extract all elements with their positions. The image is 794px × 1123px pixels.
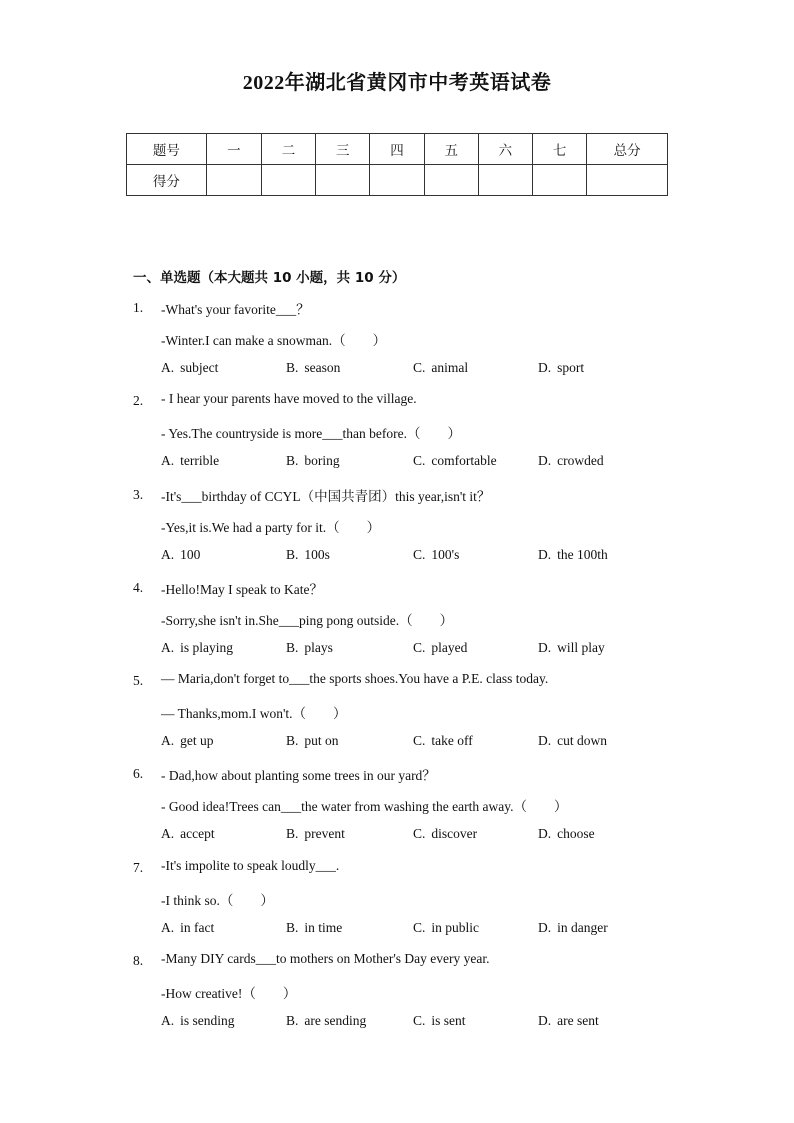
question-line: -What's your favorite___？	[161, 302, 310, 317]
option-c: C. take off	[413, 733, 473, 749]
score-cell: 题号	[127, 134, 207, 165]
score-input-cell	[316, 165, 370, 196]
option-d: D. the 100th	[538, 546, 608, 562]
score-input-cell	[533, 165, 587, 196]
score-cell: 六	[478, 134, 532, 165]
score-cell: 七	[533, 134, 587, 165]
option-b: B. in time	[286, 919, 343, 935]
score-cell: 得分	[127, 165, 207, 196]
question-item	[0, 943, 794, 1036]
question-line: -Winter.I can make a snowman.（ ）	[161, 333, 387, 348]
score-input-cell	[261, 165, 315, 196]
question-line: -It's impolite to speak loudly___.	[161, 857, 340, 873]
score-cell: 二	[261, 134, 315, 165]
option-b: B. prevent	[286, 826, 345, 842]
option-b: B. are sending	[286, 1013, 367, 1029]
question-item	[0, 570, 794, 663]
option-b: B. boring	[286, 453, 340, 469]
option-a: A. subject	[161, 360, 219, 375]
option-a: A. is sending	[161, 1013, 235, 1029]
score-cell: 五	[424, 134, 478, 165]
score-input-cell	[587, 165, 668, 196]
question-line: -How creative!（ ）	[161, 986, 297, 1002]
question-line: -Sorry,she isn't in.She___ping pong outside.（ ）	[161, 612, 454, 628]
question-number: 7.	[133, 859, 144, 875]
score-input-cell	[478, 165, 532, 196]
option-a: A. accept	[161, 826, 215, 842]
option-b: B. put on	[286, 733, 339, 749]
question-list	[0, 290, 794, 1036]
question-line: - Dad,how about planting some trees in our yard？	[161, 768, 436, 784]
question-line: — Thanks,mom.I won't.（ ）	[161, 706, 347, 722]
option-b: B. plays	[286, 639, 333, 655]
question-number: 2.	[133, 393, 144, 409]
question-item	[0, 290, 794, 383]
option-c: C. 100's	[413, 546, 460, 562]
score-cell: 一	[206, 134, 261, 165]
score-cell: 四	[370, 134, 424, 165]
question-line: - Yes.The countryside is more___than before.（ ）	[161, 426, 461, 442]
score-input-cell	[206, 165, 261, 196]
option-b: B. season	[286, 360, 341, 375]
score-table-score-row	[127, 165, 668, 196]
option-d: D. are sent	[538, 1013, 599, 1029]
option-c: C. in public	[413, 919, 480, 935]
option-a: A. 100	[161, 546, 201, 562]
score-table	[126, 133, 668, 196]
question-number: 4.	[133, 579, 144, 595]
question-number: 5.	[133, 673, 144, 689]
option-d: D. choose	[538, 826, 595, 842]
question-line: — Maria,don't forget to___the sports shoes.You have a P.E. class today.	[161, 671, 549, 687]
section-heading: 一、单选题（本大题共 10 小题，共 10 分）	[133, 270, 406, 286]
score-input-cell	[424, 165, 478, 196]
question-line: -Many DIY cards___to mothers on Mother's Day every year.	[161, 951, 490, 967]
question-item	[0, 383, 794, 476]
exam-title: 2022年湖北省黄冈市中考英语试卷	[242, 72, 552, 94]
option-a: A. in fact	[161, 919, 215, 935]
question-line: - Good idea!Trees can___the water from washing the earth away.（ ）	[161, 799, 568, 815]
option-c: C. played	[413, 639, 468, 655]
option-d: D. cut down	[538, 733, 607, 749]
question-number: 1.	[133, 300, 144, 315]
option-a: A. terrible	[161, 453, 220, 469]
option-a: A. get up	[161, 733, 214, 749]
option-d: D. sport	[538, 360, 585, 375]
question-line: -I think so.（ ）	[161, 892, 274, 908]
question-line: -Yes,it is.We had a party for it.（ ）	[161, 519, 381, 535]
question-line: -It's___birthday of CCYL（中国共青团）this year,isn't it？	[161, 488, 491, 504]
option-c: C. animal	[413, 360, 469, 375]
score-cell: 总分	[587, 134, 668, 165]
option-d: D. will play	[538, 639, 605, 655]
question-number: 8.	[133, 953, 144, 969]
question-line: - I hear your parents have moved to the village.	[161, 391, 417, 407]
question-item	[0, 663, 794, 756]
option-c: C. discover	[413, 826, 478, 842]
option-d: D. crowded	[538, 453, 604, 469]
score-input-cell	[370, 165, 424, 196]
question-number: 3.	[133, 486, 144, 502]
score-table-header-row	[127, 134, 668, 165]
option-d: D. in danger	[538, 919, 608, 935]
option-b: B. 100s	[286, 546, 330, 562]
score-cell: 三	[316, 134, 370, 165]
option-c: C. comfortable	[413, 453, 497, 469]
question-item	[0, 850, 794, 943]
question-number: 6.	[133, 766, 144, 782]
question-line: -Hello!May I speak to Kate？	[161, 581, 323, 597]
option-c: C. is sent	[413, 1013, 466, 1029]
question-item	[0, 477, 794, 570]
option-a: A. is playing	[161, 639, 233, 655]
question-item	[0, 756, 794, 849]
